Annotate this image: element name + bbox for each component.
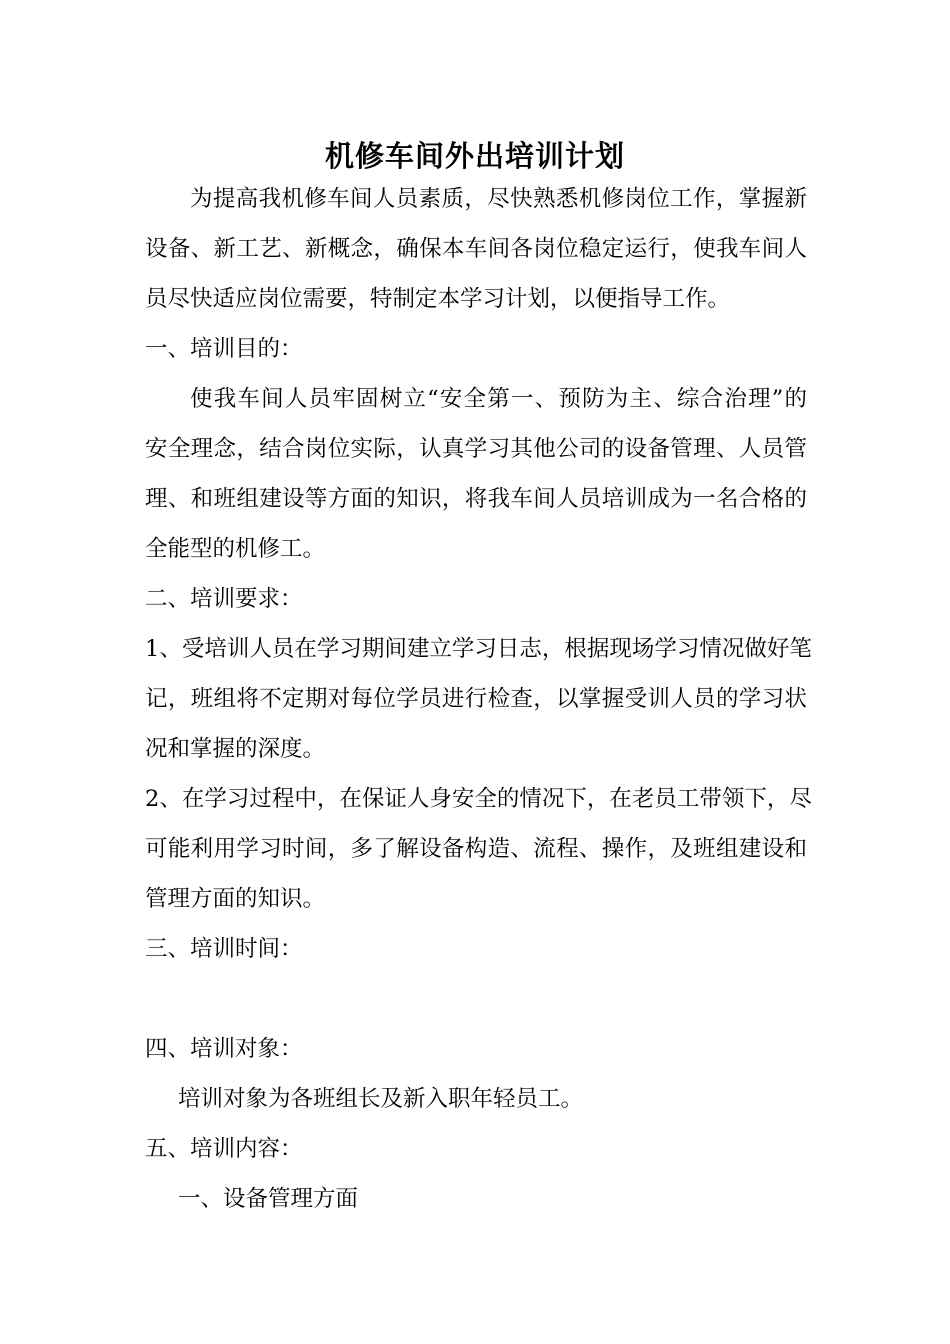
section-1-line-4: 全能型的机修工。 [145, 536, 326, 562]
intro-line-2: 设备、新工艺、新概念，确保本车间各岗位稳定运行，使我车间人 [145, 236, 807, 262]
section-1-heading: 一、培训目的： [145, 336, 303, 362]
section-5-subheading-1: 一、设备管理方面 [178, 1186, 359, 1212]
section-2-heading: 二、培训要求： [145, 586, 303, 612]
intro-line-1: 为提高我机修车间人员素质，尽快熟悉机修岗位工作，掌握新 [190, 186, 807, 212]
section-2-item-1-line-2: 记，班组将不定期对每位学员进行检查，以掌握受训人员的学习状 [145, 686, 807, 712]
section-2-item-1-line-1: 1、受培训人员在学习期间建立学习日志，根据现场学习情况做好笔 [145, 636, 812, 662]
section-4-heading: 四、培训对象： [145, 1036, 303, 1062]
document-title: 机修车间外出培训计划 [324, 139, 625, 173]
section-2-item-2-line-3: 管理方面的知识。 [145, 886, 326, 912]
section-4-text: 培训对象为各班组长及新入职年轻员工。 [178, 1086, 584, 1112]
section-5-heading: 五、培训内容： [145, 1136, 303, 1162]
section-1-line-1: 使我车间人员牢固树立“安全第一、预防为主、综合治理”的 [190, 386, 807, 412]
section-2-item-2-line-2: 可能利用学习时间，多了解设备构造、流程、操作，及班组建设和 [145, 836, 807, 862]
section-1-line-3: 理、和班组建设等方面的知识，将我车间人员培训成为一名合格的 [145, 486, 807, 512]
section-2-item-1-line-3: 况和掌握的深度。 [145, 736, 326, 762]
section-2-item-2-line-1: 2、在学习过程中，在保证人身安全的情况下，在老员工带领下，尽 [145, 786, 812, 812]
intro-line-3: 员尽快适应岗位需要，特制定本学习计划，以便指导工作。 [145, 286, 731, 312]
section-1-line-2: 安全理念，结合岗位实际，认真学习其他公司的设备管理、人员管 [145, 436, 807, 462]
section-3-heading: 三、培训时间： [145, 936, 303, 962]
